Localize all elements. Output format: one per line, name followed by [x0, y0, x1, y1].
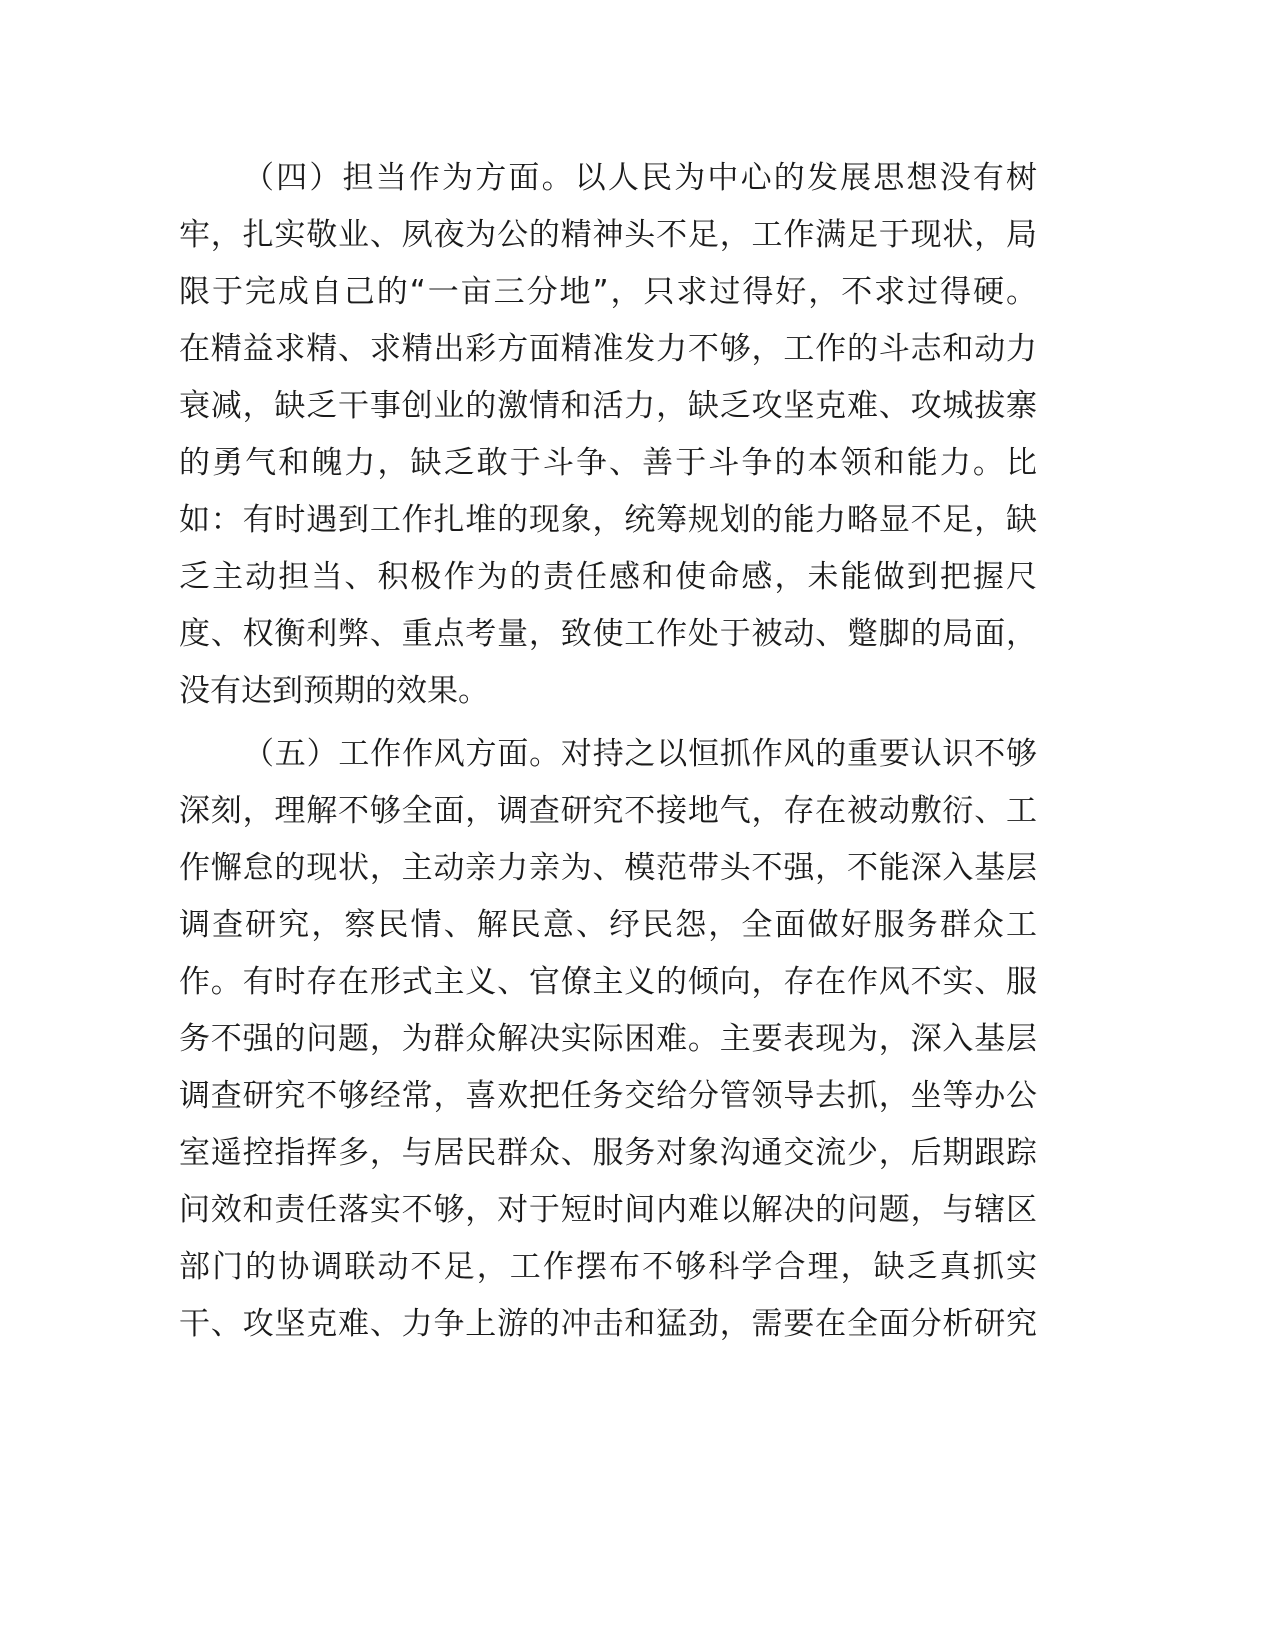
text-line: 问效和责任落实不够，对于短时间内难以解决的问题，与辖区 — [179, 1192, 1037, 1228]
text-line: 如：有时遇到工作扎堆的现象，统筹规划的能力略显不足，缺 — [179, 502, 1037, 538]
text-line: 干、攻坚克难、力争上游的冲击和猛劲，需要在全面分析研究 — [179, 1306, 1037, 1342]
text-line: 限于完成自己的“一亩三分地”，只求过得好，不求过得硬。 — [179, 274, 1037, 310]
text-line: （五）工作作风方面。对持之以恒抓作风的重要认识不够 — [243, 736, 1037, 772]
text-line: 在精益求精、求精出彩方面精准发力不够，工作的斗志和动力 — [179, 331, 1037, 367]
text-line: 调查研究，察民情、解民意、纾民怨，全面做好服务群众工 — [179, 907, 1037, 943]
text-line: （四）担当作为方面。以人民为中心的发展思想没有树 — [243, 160, 1037, 196]
paragraph-work-style — [179, 726, 1037, 1353]
text-line: 牢，扎实敬业、夙夜为公的精神头不足，工作满足于现状，局 — [179, 217, 1037, 253]
text-line: 衰减，缺乏干事创业的激情和活力，缺乏攻坚克难、攻城拔寨 — [179, 388, 1037, 424]
text-line: 室遥控指挥多，与居民群众、服务对象沟通交流少，后期跟踪 — [179, 1135, 1037, 1171]
text-line: 作。有时存在形式主义、官僚主义的倾向，存在作风不实、服 — [179, 964, 1037, 1000]
text-line: 部门的协调联动不足，工作摆布不够科学合理，缺乏真抓实 — [179, 1249, 1037, 1285]
text-line: 没有达到预期的效果。 — [179, 673, 489, 709]
text-line: 调查研究不够经常，喜欢把任务交给分管领导去抓，坐等办公 — [179, 1078, 1037, 1114]
text-line: 乏主动担当、积极作为的责任感和使命感，未能做到把握尺 — [179, 559, 1037, 595]
document-body — [179, 150, 1037, 1353]
text-line: 深刻，理解不够全面，调查研究不接地气，存在被动敷衍、工 — [179, 793, 1037, 829]
text-line: 作懈怠的现状，主动亲力亲为、模范带头不强，不能深入基层 — [179, 850, 1037, 886]
text-line: 的勇气和魄力，缺乏敢于斗争、善于斗争的本领和能力。比 — [179, 445, 1037, 481]
text-line: 务不强的问题，为群众解决实际困难。主要表现为，深入基层 — [179, 1021, 1037, 1057]
paragraph-responsibility — [179, 150, 1037, 720]
text-line: 度、权衡利弊、重点考量，致使工作处于被动、蹩脚的局面， — [179, 616, 1037, 652]
